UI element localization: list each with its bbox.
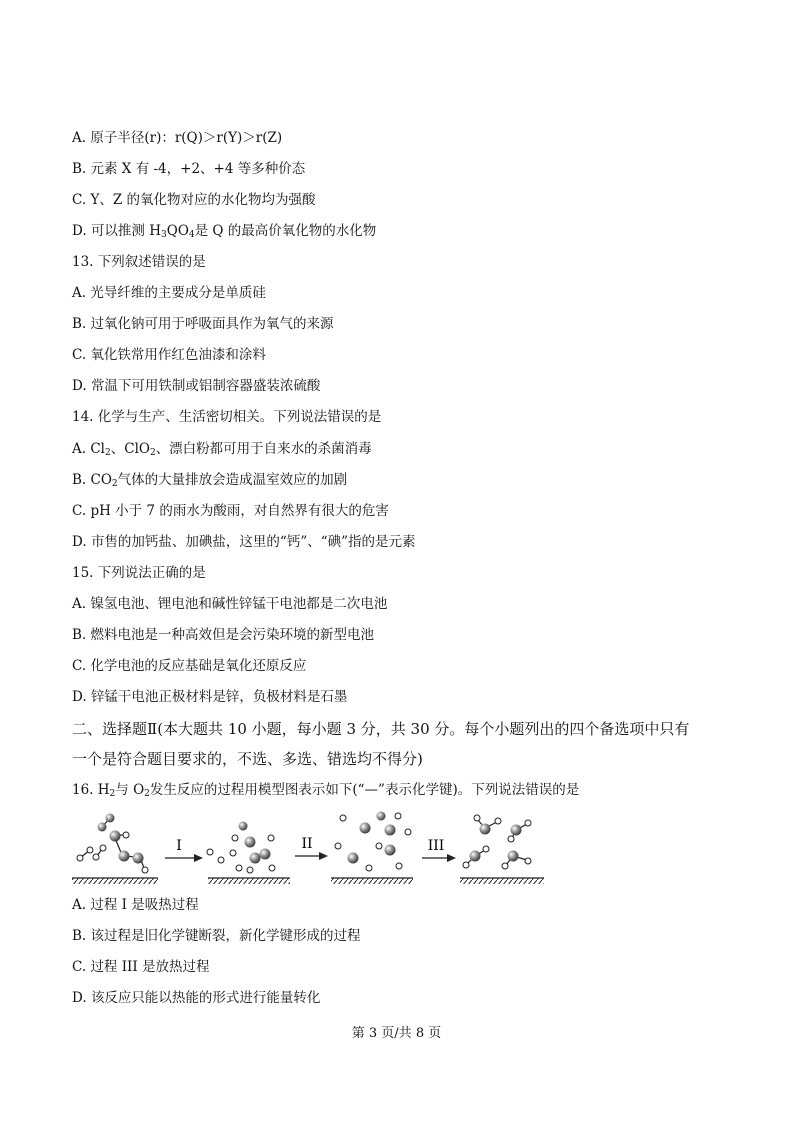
option-label: C. [72,192,87,208]
option-text: 燃料电池是一种高效但是会污染环境的新型电池 [90,627,375,643]
option-label: D. [72,378,87,394]
option-text-mid: QO [166,223,189,239]
q12-option-c [72,191,316,209]
q13-option-d [72,377,320,395]
option-label: C. [72,347,87,363]
option-label: C. [72,658,87,674]
option-text: 镍氢电池、锂电池和碱性锌锰干电池都是二次电池 [90,596,388,612]
subscript: 2 [149,448,156,458]
section-heading-line1: 二、选择题Ⅱ(本大题共 10 小题，每小题 3 分，共 30 分。每个小题列出的四个备选项中只有 [72,720,690,738]
q16-stem [72,781,579,799]
q16-option-b [72,927,361,945]
option-label: A. [72,596,87,612]
subscript: 2 [109,789,116,799]
stage-2-molecules [207,822,275,874]
stage-4-water-molecules [463,815,531,869]
option-text: 该反应只能以热能的形式进行能量转化 [90,990,321,1006]
option-text: 锌锰干电池正极材料是锌，负极材料是石墨 [90,689,348,705]
q15-option-a [72,595,387,613]
q12-option-b [72,160,305,178]
q14-stem: 14. 化学与生产、生活密切相关。下列说法错误的是 [72,409,382,425]
option-label: B. [72,627,87,643]
option-text: 气体的大量排放会造成温室效应的加剧 [117,472,348,488]
q13-option-b [72,315,334,333]
option-label: A. [72,130,87,146]
subscript: 4 [188,230,195,240]
option-text: 常温下可用铁制或铝制容器盛装浓硫酸 [90,378,321,394]
stem-text: 发生反应的过程用模型图表示如下(“—”表示化学键)。下列说法错误的是 [149,782,580,798]
option-text: Y、Z 的氧化物对应的水化物均为强酸 [90,192,316,208]
option-label: A. [72,285,87,301]
q15-option-c [72,657,306,675]
option-text: 过氧化钠可用于呼吸面具作为氧气的来源 [90,316,334,332]
option-text: Cl [90,441,105,457]
option-text: 过程 I 是吸热过程 [90,897,199,913]
option-text: 原子半径(r)：r(Q)＞r(Y)＞r(Z) [90,130,283,146]
option-text-post: 是 Q 的最高价氧化物的水化物 [194,223,377,239]
option-text: 元素 X 有 -4，+2、+4 等多种价态 [90,161,306,177]
q15-option-b [72,626,374,644]
option-text-pre: 可以推测 H [90,223,162,239]
process-label-i: I [176,838,182,854]
q12-option-d [72,222,376,240]
option-text: CO [90,472,112,488]
option-text: 市售的加钙盐、加碘盐，这里的“钙”、“碘”指的是元素 [90,534,416,550]
q15-option-d [72,688,347,706]
reaction-process-diagram [72,808,552,888]
page-footer: 第 3 页/共 8 页 [351,1026,442,1041]
option-text: 氧化铁常用作红色油漆和涂料 [90,347,266,363]
option-label: C. [72,503,87,519]
process-label-ii: II [301,836,313,852]
q14-option-a [72,440,372,458]
q16-option-c [72,958,210,976]
option-label: B. [72,316,87,332]
option-label: C. [72,959,87,975]
option-text: 光导纤维的主要成分是单质硅 [90,285,266,301]
stem-text: 16. H [72,782,110,798]
q14-option-d [72,533,416,551]
subscript: 2 [144,789,150,799]
option-label: B. [72,472,87,488]
q15-stem: 15. 下列说法正确的是 [72,565,206,581]
option-text: 该过程是旧化学键断裂，新化学键形成的过程 [90,928,361,944]
q16-option-a [72,896,199,914]
q13-option-c [72,346,266,364]
subscript: 3 [161,230,167,240]
option-label: D. [72,534,87,550]
section-heading-line2: 一个是符合题目要求的，不选、多选、错选均不得分) [72,750,423,768]
subscript: 2 [111,479,118,489]
subscript: 2 [105,448,111,458]
option-label: A. [72,441,87,457]
option-label: A. [72,897,87,913]
option-label: D. [72,689,87,705]
option-text: 化学电池的反应基础是氧化还原反应 [90,658,307,674]
option-text: pH 小于 7 的雨水为酸雨，对自然界有很大的危害 [90,503,389,519]
q16-option-d [72,989,320,1007]
option-text: 过程 III 是放热过程 [90,959,210,975]
q12-option-a [72,129,282,147]
option-label: D. [72,223,87,239]
option-label: B. [72,928,87,944]
stage-3-atoms [335,812,411,872]
process-label-iii: III [427,838,445,854]
q14-option-b [72,471,347,489]
stage-1-molecules [77,814,148,874]
q13-stem: 13. 下列叙述错误的是 [72,254,206,270]
q13-option-a [72,284,266,302]
option-label: B. [72,161,87,177]
q14-option-c [72,502,389,520]
option-text: 、ClO [110,441,150,457]
option-text: 、漂白粉都可用于自来水的杀菌消毒 [155,441,372,457]
option-label: D. [72,990,87,1006]
stem-text: 与 O [115,782,145,798]
